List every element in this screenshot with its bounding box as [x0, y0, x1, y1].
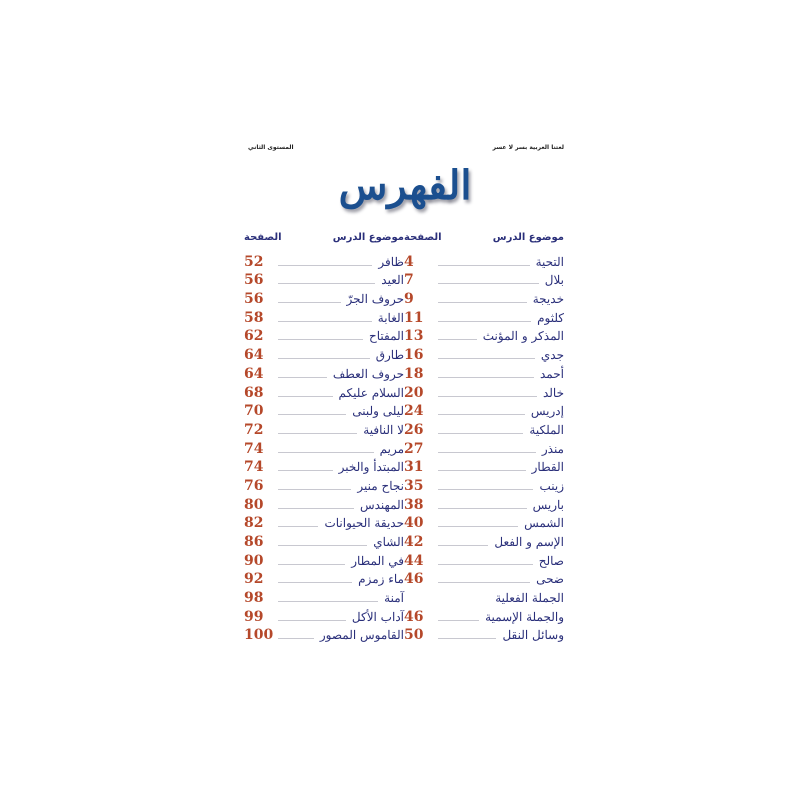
- column-header-page: الصفحة: [404, 232, 442, 243]
- toc-entry: [244, 513, 404, 532]
- toc-entry-page-number: 76: [244, 477, 264, 494]
- toc-entry-topic: كلثوم: [537, 310, 564, 325]
- toc-entry: [404, 438, 564, 457]
- toc-entry-topic: طارق: [375, 348, 404, 363]
- toc-entry-page-number: 26: [404, 421, 424, 438]
- toc-leader-line: [438, 396, 537, 397]
- column-header-topic: موضوع الدرس: [492, 232, 564, 243]
- toc-entry: [404, 326, 564, 345]
- toc-entry-page-number: 82: [244, 515, 264, 532]
- toc-entry-topic: نجاح منير: [357, 478, 404, 493]
- toc-entry-topic: خالد: [542, 385, 564, 400]
- toc-entry-page-number: 44: [404, 552, 424, 569]
- toc-leader-line: [278, 564, 345, 565]
- toc-entry-topic: والجملة الإسمية: [485, 609, 564, 624]
- toc-entry: [404, 606, 564, 625]
- toc-entry: [244, 419, 404, 438]
- toc-entry-topic: آمنة: [384, 591, 404, 606]
- toc-leader-line: [278, 321, 372, 322]
- toc-entry-topic: القاموس المصور: [319, 628, 404, 643]
- toc-entry: [404, 513, 564, 532]
- toc-entry: [404, 550, 564, 569]
- toc-entry: [244, 550, 404, 569]
- toc-entry-topic: حروف الجرّ: [346, 292, 404, 307]
- toc-leader-line: [278, 470, 333, 471]
- toc-entry-page-number: 13: [404, 328, 424, 345]
- toc-leader-line: [278, 283, 375, 284]
- toc-entry-page-number: 74: [244, 440, 264, 457]
- toc-entry: [244, 457, 404, 476]
- toc-entry-topic: حديقة الحيوانات: [324, 516, 404, 531]
- toc-entry-page-number: 27: [404, 440, 424, 457]
- toc-leader-line: [438, 470, 526, 471]
- toc-entry-topic: المذكر و المؤنث: [482, 329, 564, 344]
- toc-leader-line: [278, 508, 354, 509]
- toc-leader-line: [438, 283, 539, 284]
- toc-leader-line: [438, 433, 523, 434]
- toc-entry-topic: صالح: [538, 553, 564, 568]
- toc-entry-page-number: 20: [404, 384, 424, 401]
- toc-entry-topic: زينب: [539, 478, 564, 493]
- toc-entry: [244, 587, 404, 606]
- toc-column-right: [404, 232, 564, 643]
- toc-entry-topic: آداب الأكل: [351, 609, 404, 624]
- toc-entry: [244, 326, 404, 345]
- toc-leader-line: [278, 414, 346, 415]
- toc-entry-topic: ليلى ولبنى: [352, 404, 404, 419]
- toc-entry-topic: ظافر: [378, 254, 404, 269]
- toc-leader-line: [438, 582, 530, 583]
- toc-leader-line: [278, 489, 351, 490]
- toc-entry: [244, 569, 404, 588]
- toc-leader-line: [438, 302, 527, 303]
- column-header-topic: موضوع الدرس: [332, 232, 404, 243]
- toc-entry-topic: السلام عليكم: [338, 385, 404, 400]
- toc-entry: [404, 569, 564, 588]
- column-header: [404, 232, 564, 248]
- toc-entry-page-number: 16: [404, 347, 424, 364]
- toc-column-left: [244, 232, 404, 643]
- toc-leader-line: [438, 638, 496, 639]
- toc-entry-topic: الغابة: [377, 310, 404, 325]
- toc-entry: [244, 382, 404, 401]
- running-header-level: المستوى الثاني: [248, 144, 294, 151]
- toc-leader-line: [278, 396, 333, 397]
- toc-entry-page-number: 52: [244, 253, 264, 270]
- toc-entry: [244, 401, 404, 420]
- toc-leader-line: [278, 377, 327, 378]
- toc-entry-topic: الشاي: [373, 535, 404, 549]
- toc-entry-page-number: 24: [404, 403, 424, 420]
- toc-entry: [404, 270, 564, 289]
- toc-entry-page-number: 11: [404, 309, 424, 326]
- toc-entry-topic: المهندس: [359, 497, 404, 512]
- toc-entry-page-number: 35: [404, 477, 424, 494]
- toc-entry-page-number: 58: [244, 309, 264, 326]
- toc-entry-page-number: 50: [404, 627, 424, 644]
- toc-leader-line: [278, 638, 314, 639]
- toc-entry-topic: العيد: [381, 273, 404, 288]
- toc-entry-page-number: 90: [244, 552, 264, 569]
- page-title: الفهرس: [338, 162, 472, 209]
- toc-entry-page-number: 64: [244, 365, 264, 382]
- toc-entry-page-number: 72: [244, 421, 264, 438]
- toc-leader-line: [438, 377, 534, 378]
- toc-entry-topic: باريس: [532, 497, 564, 512]
- toc-entry: [404, 625, 564, 644]
- toc-leader-line: [438, 339, 477, 340]
- toc-entry: [404, 307, 564, 326]
- toc-entry-page-number: 64: [244, 347, 264, 364]
- toc-entry-topic: مريم: [379, 441, 404, 456]
- toc-rows-right: [404, 251, 564, 643]
- toc-leader-line: [438, 358, 535, 359]
- toc-entry-page-number: 62: [244, 328, 264, 345]
- toc-entry-page-number: 40: [404, 515, 424, 532]
- toc-entry-page-number: 68: [244, 384, 264, 401]
- toc-entry-page-number: 38: [404, 496, 424, 513]
- toc-leader-line: [438, 489, 533, 490]
- running-header-book-title: لغتنا العربية بسر لا عسر: [492, 144, 564, 151]
- toc-entry: [404, 382, 564, 401]
- toc-leader-line: [278, 302, 341, 303]
- toc-entry-page-number: 18: [404, 365, 424, 382]
- document-page: [238, 140, 572, 660]
- toc-entry-topic: ماء زمزم: [358, 572, 404, 587]
- toc-entry: [244, 363, 404, 382]
- toc-entry: [244, 475, 404, 494]
- toc-entry-topic: بلال: [544, 273, 564, 288]
- toc-entry-topic: حروف العطف: [332, 366, 404, 381]
- toc-entry-topic: ضحى: [536, 572, 564, 587]
- toc-entry: [404, 344, 564, 363]
- toc-entry: [244, 288, 404, 307]
- toc-entry: [244, 606, 404, 625]
- toc-rows-left: [244, 251, 404, 643]
- toc-leader-line: [278, 339, 363, 340]
- toc-entry: [244, 344, 404, 363]
- toc-entry-page-number: 42: [404, 534, 424, 550]
- toc-entry-topic: وسائل النقل: [502, 628, 564, 643]
- toc-entry: [244, 625, 404, 644]
- toc-entry: [404, 587, 564, 606]
- toc-entry-topic: منذر: [541, 441, 564, 456]
- toc-entry-page-number: 86: [244, 534, 264, 550]
- toc-entry-page-number: 74: [244, 459, 264, 476]
- toc-entry-topic: أحمد: [540, 366, 564, 381]
- toc-entry-topic: إدريس: [530, 404, 564, 419]
- toc-entry: [404, 475, 564, 494]
- toc-entry-page-number: 31: [404, 459, 424, 476]
- toc-entry-topic: لا النافية: [363, 422, 404, 437]
- toc-entry-topic: جدي: [540, 348, 564, 363]
- toc-leader-line: [438, 452, 536, 453]
- toc-entry-page-number: 80: [244, 496, 264, 513]
- toc-entry-page-number: 56: [244, 272, 264, 289]
- toc-entry-topic: الجملة الفعلية: [495, 591, 564, 606]
- toc-entry-page-number: 98: [244, 590, 264, 607]
- toc-entry-page-number: 46: [404, 608, 424, 625]
- toc-leader-line: [438, 508, 527, 509]
- toc-entry-page-number: 100: [244, 627, 274, 644]
- toc-leader-line: [278, 620, 346, 621]
- toc-entry-page-number: 4: [404, 253, 414, 270]
- toc-leader-line: [278, 526, 318, 527]
- toc-entry-topic: الملكية: [529, 422, 564, 437]
- toc-entry: [404, 419, 564, 438]
- toc-leader-line: [278, 545, 367, 546]
- toc-entry-page-number: 46: [404, 571, 424, 588]
- toc-entry: [404, 251, 564, 270]
- toc-entry: [244, 270, 404, 289]
- toc-leader-line: [438, 265, 530, 266]
- toc-leader-line: [438, 564, 533, 565]
- toc-entry-topic: الإسم و الفعل: [494, 535, 564, 549]
- toc-entry-page-number: 9: [404, 291, 414, 308]
- toc-entry-topic: خديجة: [532, 292, 564, 307]
- toc-leader-line: [278, 582, 352, 583]
- toc-entry-page-number: 56: [244, 291, 264, 308]
- toc-entry: [244, 307, 404, 326]
- toc-entry-page-number: 70: [244, 403, 264, 420]
- toc-entry: [404, 288, 564, 307]
- toc-leader-line: [278, 433, 357, 434]
- toc-entry-topic: التحية: [535, 254, 564, 269]
- toc-entry: [404, 494, 564, 513]
- toc-entry-topic: الشمس: [524, 516, 564, 531]
- toc-entry: [244, 531, 404, 550]
- toc-entry-topic: القطار: [531, 460, 564, 475]
- toc-leader-line: [438, 526, 518, 527]
- column-header-page: الصفحة: [244, 232, 282, 243]
- toc-entry-page-number: 99: [244, 608, 264, 625]
- toc-entry: [404, 401, 564, 420]
- toc-entry: [404, 531, 564, 550]
- toc-leader-line: [278, 601, 378, 602]
- toc-leader-line: [438, 545, 488, 546]
- toc-leader-line: [278, 358, 370, 359]
- toc-entry: [244, 438, 404, 457]
- toc-leader-line: [278, 452, 374, 453]
- toc-entry-page-number: 7: [404, 272, 414, 289]
- toc-entry: [404, 457, 564, 476]
- toc-entry-page-number: 92: [244, 571, 264, 588]
- toc-entry: [244, 494, 404, 513]
- toc-entry: [404, 363, 564, 382]
- toc-leader-line: [438, 321, 531, 322]
- toc-entry-topic: المبتدأ والخبر: [338, 460, 404, 475]
- toc-leader-line: [278, 265, 372, 266]
- toc-entry: [244, 251, 404, 270]
- toc-entry-topic: في المطار: [351, 553, 404, 568]
- column-header: [244, 232, 404, 248]
- toc-leader-line: [438, 620, 479, 621]
- toc-leader-line: [438, 414, 525, 415]
- toc-entry-topic: المفتاح: [368, 329, 404, 344]
